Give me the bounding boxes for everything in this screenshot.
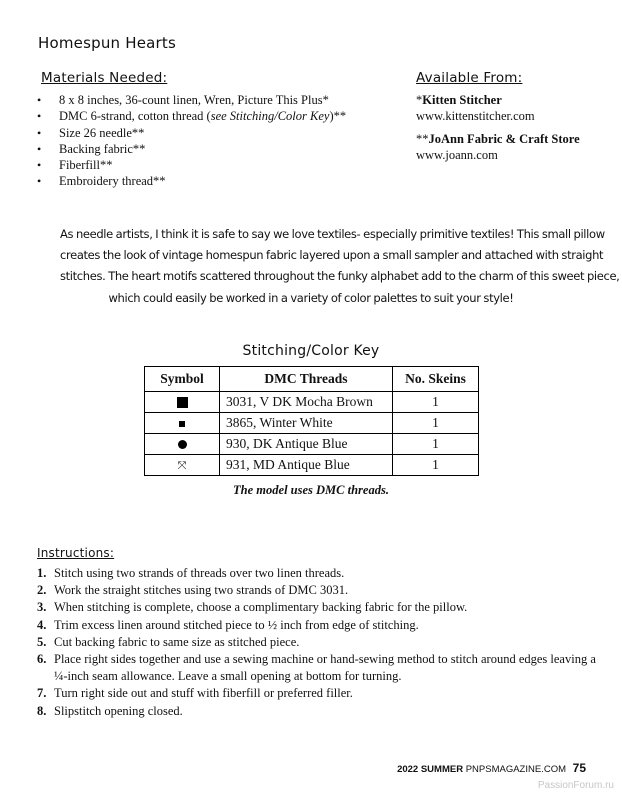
page-footer: [397, 761, 586, 775]
issue-label: 2022 SUMMER: [397, 764, 464, 775]
page-title: Homespun Hearts: [38, 34, 176, 52]
thread-cell: 930, DK Antique Blue: [220, 434, 393, 455]
model-note: The model uses DMC threads.: [233, 483, 389, 497]
store-name: JoAnn Fabric & Craft Store: [428, 131, 580, 146]
intro-line: stitches. The heart motifs scattered throughout the funky alphabet add to the charm of this sweet piece,: [60, 269, 620, 284]
filled-square-large-icon: [177, 397, 188, 408]
instructions-list: [37, 565, 597, 720]
thread-cell: 931, MD Antique Blue: [220, 455, 393, 476]
table-header-row: [145, 367, 479, 392]
column-header: Symbol: [145, 367, 220, 392]
skeins-cell: 1: [393, 434, 479, 455]
list-item: 6. Place right sides together and use a sewing machine or hand-sewing method to stitch around edges leaving a ¼-inch seam allowance. Leave a small opening at bottom for turning.: [37, 652, 596, 684]
skeins-cell: 1: [393, 392, 479, 413]
cross-mark-icon: ⤧: [177, 459, 187, 473]
site-label: PNPSMAGAZINE.COM: [465, 764, 566, 775]
instructions-heading: Instructions:: [37, 546, 115, 560]
materials-heading: Materials Needed:: [41, 70, 168, 86]
intro-line: creates the look of vintage homespun fabric layered upon a small sampler and attached with straight: [60, 248, 604, 263]
available-from: [416, 92, 580, 169]
store-kitten-stitcher: *Kitten Stitcher www.kittenstitcher.com: [416, 92, 580, 125]
color-key-heading: Stitching/Color Key: [242, 343, 380, 359]
list-item: • Embroidery thread**: [37, 173, 346, 189]
table-row: [145, 392, 479, 413]
store-url: www.joann.com: [416, 147, 498, 162]
list-item: • 8 x 8 inches, 36-count linen, Wren, Picture This Plus*: [37, 92, 346, 108]
filled-square-small-icon: [179, 421, 185, 427]
list-item: 8. Slipstitch opening closed.: [37, 703, 183, 718]
thread-cell: 3031, V DK Mocha Brown: [220, 392, 393, 413]
list-item: 7. Turn right side out and stuff with fiberfill or preferred filler.: [37, 686, 353, 701]
list-item: • Backing fabric**: [37, 141, 346, 157]
table-row: [145, 434, 479, 455]
store-joann: **JoAnn Fabric & Craft Store www.joann.com: [416, 131, 580, 162]
filled-circle-icon: [178, 440, 187, 449]
list-item: 5. Cut backing fabric to same size as stitched piece.: [37, 634, 300, 649]
intro-paragraph: [60, 224, 620, 309]
store-name: Kitten Stitcher: [422, 93, 502, 107]
column-header: DMC Threads: [220, 367, 393, 392]
column-header: No. Skeins: [393, 367, 479, 392]
available-from-heading: Available From:: [416, 70, 523, 86]
table-row: [145, 413, 479, 434]
color-key-table: [144, 366, 479, 476]
list-item: • Fiberfill**: [37, 157, 346, 173]
page-number: 75: [572, 761, 586, 775]
intro-line: As needle artists, I think it is safe to say we love textiles- especially primitive textiles! This small pillow: [60, 227, 605, 241]
skeins-cell: 1: [393, 413, 479, 434]
list-item: 3. When stitching is complete, choose a complimentary backing fabric for the pillow.: [37, 600, 468, 615]
materials-list: [37, 92, 346, 190]
thread-cell: 3865, Winter White: [220, 413, 393, 434]
list-item: • Size 26 needle**: [37, 125, 346, 141]
table-row: [145, 455, 479, 476]
list-item: 4. Trim excess linen around stitched piece to ½ inch from edge of stitching.: [37, 617, 419, 632]
intro-line: which could easily be worked in a variety of color palettes to suit your style!: [108, 290, 514, 305]
skeins-cell: 1: [393, 455, 479, 476]
watermark: PassionForum.ru: [537, 780, 614, 791]
list-item: 2. Work the straight stitches using two strands of DMC 3031.: [37, 583, 349, 598]
store-url: www.kittenstitcher.com: [416, 109, 535, 124]
list-item: • DMC 6-strand, cotton thread (see Stitching/Color Key)**: [37, 108, 346, 124]
list-item: 1. Stitch using two strands of threads over two linen threads.: [37, 566, 345, 580]
